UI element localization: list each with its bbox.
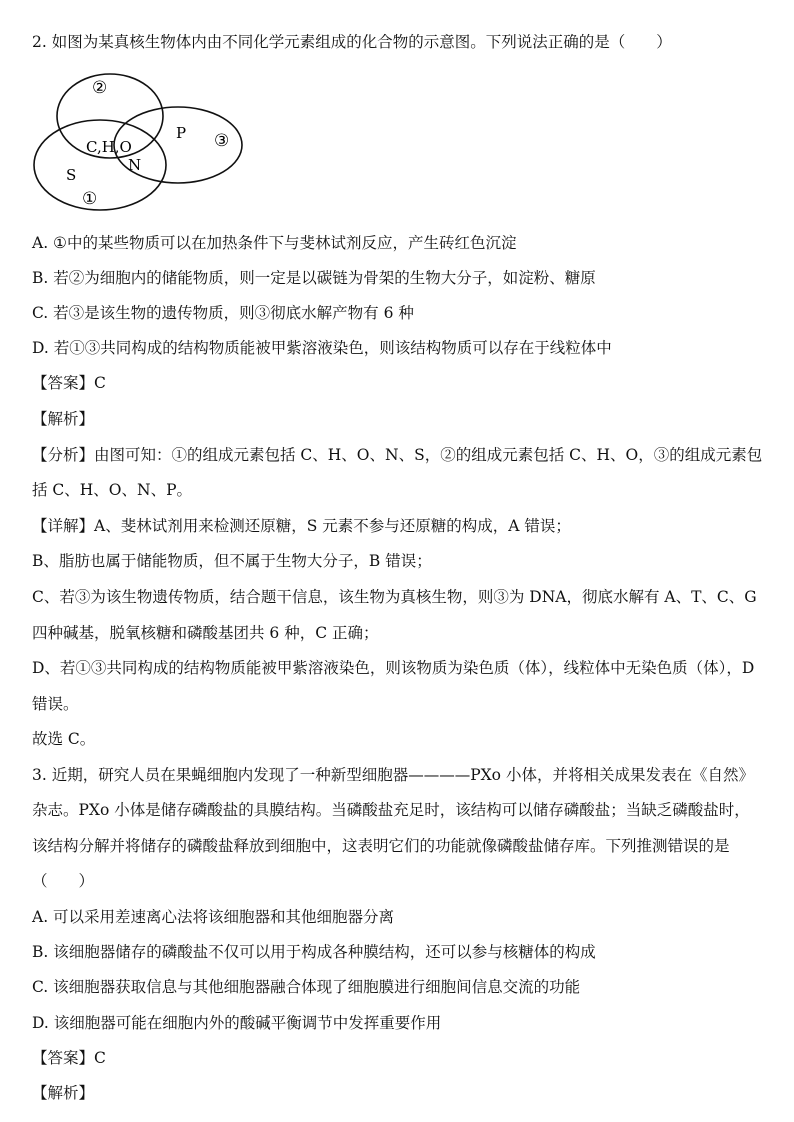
q2-analysis-line: C、若③为该生物遗传物质，结合题干信息，该生物为真核生物，则③为 DNA，彻底水解有 A、T、C、G	[32, 588, 757, 606]
label-n: N	[128, 156, 142, 174]
label-circle1: ①	[82, 189, 98, 209]
q2-analysis-line: 括 C、H、O、N、P。	[32, 481, 193, 499]
q2-option-b: B. 若②为细胞内的储能物质，则一定是以碳链为骨架的生物大分子，如淀粉、糖原	[32, 269, 596, 287]
q3-stem-line: 该结构分解并将储存的磷酸盐释放到细胞中，这表明它们的功能就像磷酸盐储存库。下列推测错误的是	[32, 837, 730, 855]
q2-analysis-line: 四种碱基，脱氧核糖和磷酸基团共 6 种，C 正确；	[32, 624, 379, 642]
label-circle3: ③	[214, 131, 230, 151]
q3-stem-line: 杂志。PXo 小体是储存磷酸盐的具膜结构。当磷酸盐充足时，该结构可以储存磷酸盐；当缺乏磷酸盐时，	[32, 801, 750, 819]
q3-option-d: D. 该细胞器可能在细胞内外的酸碱平衡调节中发挥重要作用	[32, 1014, 442, 1032]
label-circle2: ②	[92, 78, 108, 98]
q2-answer: 【答案】C	[32, 374, 106, 392]
q2-analysis-title: 【解析】	[32, 410, 95, 428]
q2-analysis-line: B、脂肪也属于储能物质，但不属于生物大分子，B 错误；	[32, 552, 432, 570]
q2-option-a: A. ①中的某些物质可以在加热条件下与斐林试剂反应，产生砖红色沉淀	[32, 234, 517, 252]
circle-1-ellipse	[34, 120, 166, 210]
q3-stem-line: 3. 近期，研究人员在果蝇细胞内发现了一种新型细胞器————PXo 小体，并将相关成果发表在《自然》	[32, 766, 754, 784]
label-center: C,H,O	[86, 138, 132, 156]
q3-analysis-title: 【解析】	[32, 1084, 95, 1102]
q2-analysis-line: 【分析】由图可知：①的组成元素包括 C、H、O、N、S，②的组成元素包括 C、H、O，③的组成元素包	[32, 446, 763, 464]
venn-diagram	[28, 68, 258, 218]
q2-analysis-line: 错误。	[32, 695, 79, 713]
q2-analysis-line: D、若①③共同构成的结构物质能被甲紫溶液染色，则该物质为染色质（体），线粒体中无染色质（体），D	[32, 659, 755, 677]
q2-conclusion: 故选 C。	[32, 730, 96, 748]
q2-option-c: C. 若③是该生物的遗传物质，则③彻底水解产物有 6 种	[32, 304, 414, 322]
q3-option-b: B. 该细胞器储存的磷酸盐不仅可以用于构成各种膜结构，还可以参与核糖体的构成	[32, 943, 596, 961]
label-s: S	[66, 166, 77, 184]
q2-analysis-line: 【详解】A、斐林试剂用来检测还原糖，S 元素不参与还原糖的构成，A 错误；	[32, 517, 571, 535]
q3-option-c: C. 该细胞器获取信息与其他细胞器融合体现了细胞膜进行细胞间信息交流的功能	[32, 978, 581, 996]
q3-stem-blank: （ ）	[32, 872, 95, 890]
q2-stem: 2. 如图为某真核生物体内由不同化学元素组成的化合物的示意图。下列说法正确的是（ ）	[32, 33, 672, 51]
q3-option-a: A. 可以采用差速离心法将该细胞器和其他细胞器分离	[32, 908, 395, 926]
q2-option-d: D. 若①③共同构成的结构物质能被甲紫溶液染色，则该结构物质可以存在于线粒体中	[32, 339, 612, 357]
q3-answer: 【答案】C	[32, 1049, 106, 1067]
label-p: P	[176, 124, 187, 142]
